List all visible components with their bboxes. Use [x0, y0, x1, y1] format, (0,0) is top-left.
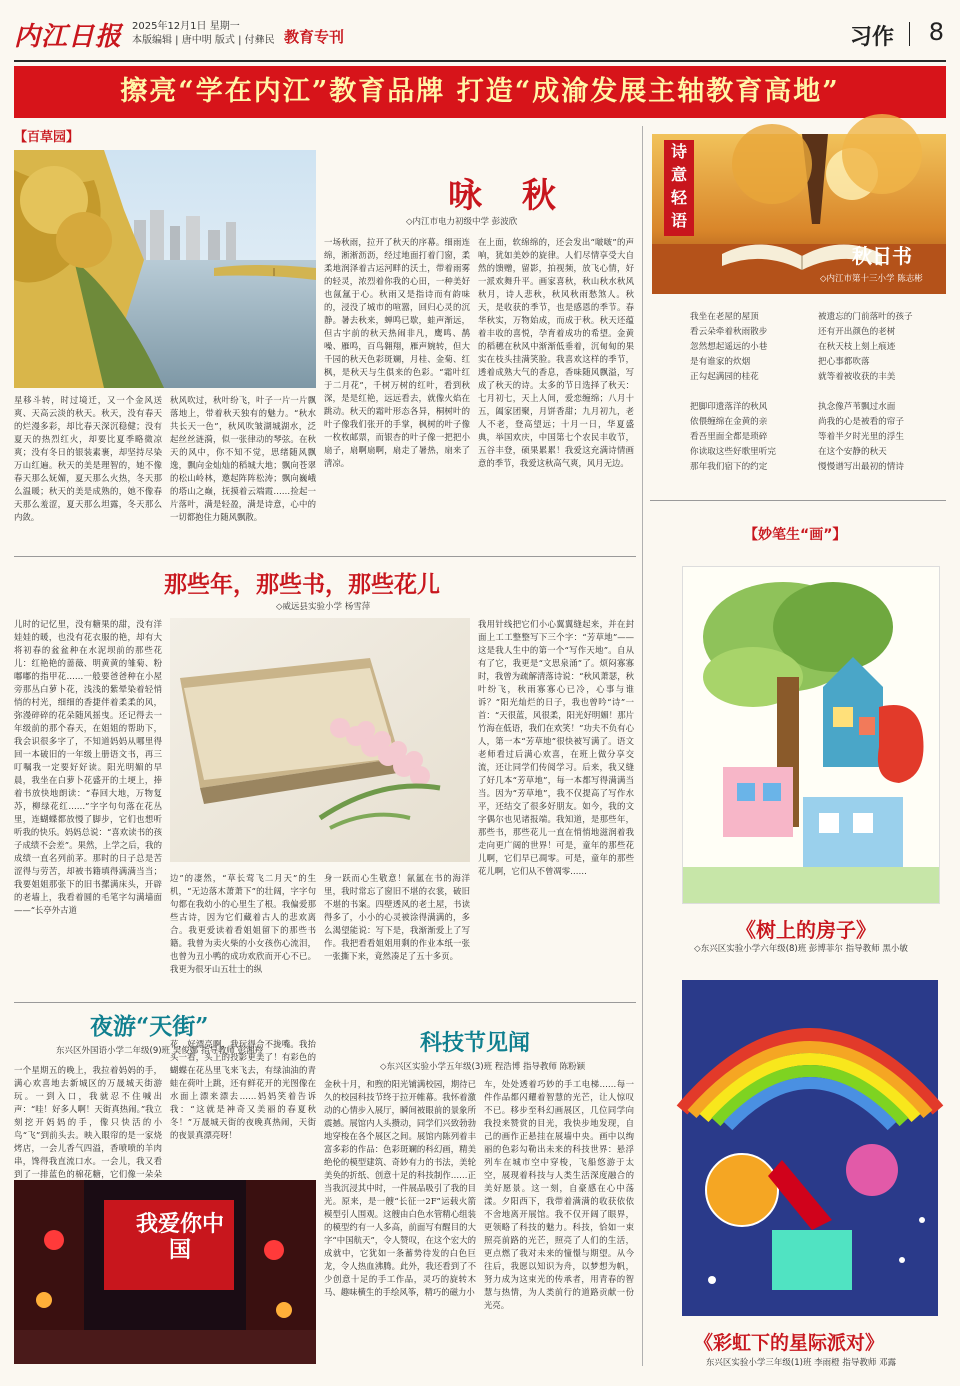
poem-tag-line: 轻 [670, 188, 687, 207]
poem-line: 正勾起满园的桂花 [690, 372, 759, 382]
article4-title: 科技节见闻 [420, 1030, 531, 1056]
poem-line: 等着半夕时光里的浮生 [818, 432, 904, 442]
article2-col3: 身一跃而心生敬意！氤氲在书的海洋里，我时常忘了窗旧不堪的衣裳，破旧不堪的书案。四壁透风的老土屋，书读得多了，小小的心灵被涂得满满的，多么渴望能说：写下是，我渐渐爱上了写作。我把看看姐姐用剩的作业本纸一张一张撕下来，竟然凑足了五十多页。 [324, 873, 470, 961]
poem-line: 把心事都吹落 [818, 357, 870, 367]
page-divider [909, 22, 910, 46]
poem-line: 在秋天枝上刻上痕迹 [818, 342, 896, 352]
article1-col3: 一场秋雨，拉开了秋天的序幕。细雨连绵，淅淅沥沥，经过地面打着门窗，柔柔地润泽着古运河畔的沃土，带着雨雾的轻灵，浓烈着你我的心田，一种美好也氤氲于心。秋雨又是指诗而有韵味的，浸没了城市的喧嚣，回归心灵的沉静。暑去秋来，蝉鸣已歇，蛙声渐远，但古宇前的秋天热闹非凡，鹰鸣、鹊噪、雁鸣，百鸟翱翔，雁声婉转，但大千园的秋天色彩斑斓，月桂、金菊、红枫，是秋天与生俱来的色彩。“霜叶红于二月花”，千树万树的红叶，看到秋深，是是红艳，远远看去，就像火焰在跳动。秋天的霜叶形态各异，桐树叶的叶子像我们张开的手掌，枫树的叶子像一枚枚邮票，而银杏的叶子像一把把小扇子，扇啊扇啊，扇走了暑热，扇来了清凉。 [324, 237, 470, 468]
article1-divider [14, 556, 636, 557]
page-number: 8 [928, 18, 944, 46]
column-tag: 【百草园】 [14, 130, 80, 145]
poem-tag-line: 诗 [670, 142, 687, 161]
autumn-book-photo [652, 134, 946, 294]
poem-line: 把脚印遗落洋的秋风 [690, 402, 768, 412]
poem-line: 我坐在老屋的屋顶 [690, 312, 759, 322]
poem-tag [664, 140, 694, 236]
headline-banner [14, 66, 946, 118]
article1-byline: ◇内江市电力初级中学 彭波欣 [406, 217, 518, 227]
article2-col4: 我用针线把它们小心翼翼缝起来，并在封面上工工整整写下三个字：“芳草地”——这是我人生中的第一个“写作天地”。自从有了它，我更是“文思泉涌”了。烦闷寡寡时，我曾为疏解清落诗说：“秋风萧瑟，秋叶纷飞，秋雨寡寡心已冷，心事与谁诉？”阳光灿烂的日子，我也曾吟“诗”一首：“天很蓝，风很柔，阳光好明媚！那片竹海在低语，我们在欢笑！”功夫不负有心人，第一本“芳草地”很快被写满了。语文老师看过后满心欢喜，在班上做分享交流，还让同学们传阅学习。后来，我又缝了好几本“芳草地”，每一本都写得满满当当。因为“芳草地”，我不仅提高了写作水平，还结交了很多好朋友。如今，我的文字偶尔也见诸报端。我知道，是那些年，那些书，那些花儿一直在悄悄地滋润着我走向更广阔的世界！可是，童年的那些花儿啊，它们早已凋零。可是，童年的那些花儿啊，它们从不曾凋零…… [478, 619, 634, 876]
right-column-divider [642, 126, 643, 1366]
masthead [14, 14, 946, 62]
poem-line: 就等着被收获的丰美 [818, 372, 896, 382]
article3-byline: 东兴区外国语小学二年级(9)班 吴俊娜 指导教师 彭湘羚 [56, 1046, 264, 1056]
poem-title: 秋日书 [852, 244, 912, 268]
poem-line: 被遗忘的门前落叶的孩子 [818, 312, 913, 322]
poem-line: 执念像芦苇飘过水面 [818, 402, 896, 412]
poem-byline: ◇内江市第十三小学 陈志彬 [820, 274, 923, 284]
article1-col4: 在上面，软绵绵的，还会发出“啵啵”的声响，犹如美妙的旋律。人们尽情享受大自然的馈赠，留影，拍视频，放飞心情，好一派欢舞升平。画家喜秋，秋山秋水秋风秋月，诗人悲秋，秋风秋雨愁煞人。秋天，是收获的季节，也是感恩的季节。春华秋实，万物始成，而成于秋。秋天还蕴着丰收的喜悦，孕育着成功的希望。金黄的稻穗在秋风中渐渐低垂着，沉甸甸的果实在枝头挂满笑脸。我喜欢这样的季节，透着成熟大气的香息，香味随风飘溢，写成了秋天的诗。太多的节日选择了秋天：七月初七，天上人间，爱恋缠绵；八月十五，阖家团聚，月饼香甜；九月初九，老人不老，登高望远；十月一日，华夏盛典，举国欢庆，中国第七个农民丰收节，五谷丰登，硕果累累！我爱这充满诗情画意的季节，我爱这秋高气爽，风月无边。 [478, 237, 634, 468]
issue-date: 2025年12月1日 星期一 [132, 21, 240, 32]
art2-title: 《彩虹下的星际派对》 [694, 1332, 885, 1354]
article2-col2: 边”的凄然，“草长莺飞二月天”的生机，“无边落木萧萧下”的壮阔，字字句句都在我幼小的心里生了根。我偏爱那些古诗，因为它们藏着古人的悲欢离合。我更爱读着看姐姐留下的那些书籍。我曾为卖火柴的小女孩伤心流泪，也曾为丑小鸭的成功欢欣而开心不已。我更为很牙山五壮士的纵 [170, 873, 316, 974]
issue-staff: 本版编辑 | 唐中明 版式 | 付彝民 [132, 35, 275, 46]
poem-line: 你读取这些好歌里听完 [690, 447, 776, 457]
art-section-tag: 【妙笔生“画”】 [744, 527, 847, 543]
poem-line: 慢慢谱写出最初的情诗 [818, 462, 904, 472]
newspaper-logo: 内江日报 [14, 22, 123, 52]
article2-byline: ◇威远县实验小学 杨雪萍 [276, 602, 371, 612]
poem-line: 看吾里面全都是琐碎 [690, 432, 768, 442]
poem-column-2 [818, 310, 946, 475]
poem-line: 是有谁家的炊烟 [690, 357, 751, 367]
art2-caption: 东兴区实验小学三年级(1)班 李雨橙 指导教师 邓露 [705, 1358, 897, 1368]
poem-line: 忽然想起遥远的小巷 [690, 342, 768, 352]
night-street-sign-text: 我爱你中国 [135, 1212, 224, 1263]
article4-col2: 车，处处透着巧妙的手工电梯……每一件作品都闪耀着智慧的光芒，让人惊叹不已。移步至科幻画展区，几位同学向我投来赞赏的目光，我快步地发现，自己的画作正悬挂在展墙中央。画中以绚丽的色彩勾勒出未来的科技世界：悬浮列车在城市空中穿梭，飞船悠游于太空，展现着科技与人类生活深度融合的美好愿景。这一刻，自豪感在心中荡漾。夕阳西下，我带着满满的收获依依不舍地离开展馆。我不仅开阔了眼界，更领略了科技的魅力。科技，恰如一束照亮前路的光芒，照亮了人们的生活，更点燃了我对未来的憧憬与期望。从今往后，我愿以知识为舟，以梦想为帆，努力成为这束光的传承者，用青春的智慧与热情，为人类前行的道路贡献一份光亮。 [484, 1079, 634, 1310]
article4-col1: 金秋十月，和煦的阳光铺满校园，期待已久的校园科技节终于拉开帷幕。我怀着激动的心情步入展厅，瞬间被眼前的景象所震撼。展馆内人头攒动，同学们兴致勃勃地穿梭在各个展区之间。展馆内陈列着丰富多彩的作品：色彩斑斓的科幻画，精美绝伦的模型建筑、奇妙有力的书法，美轮美奂的折纸、创意十足的科技制作……正当我沉浸其中时，一件展品吸引了我的目光。原来，是一艘“长征一2F”运载火箭模型引人围观。这艘由白色水管精心组装的模型约有一人多高，前面写有醒目的大字“中国航天”，令人赞叹，在这个宏大的成就中，它犹如一条蓄势待发的白色巨龙，令人热血沸腾。此外，我还看到了不少创意十足的手工作品，灵巧的旋转木马、趣味横生的手绘风筝，精巧的磁力小 [324, 1079, 476, 1297]
rainbow-party-drawing [682, 980, 938, 1316]
issue-meta [132, 20, 275, 48]
poem-line: 那年我们宿下的约定 [690, 462, 768, 472]
poem-tag-line: 意 [670, 165, 687, 184]
article2-divider [14, 1002, 636, 1003]
banner-headline: 擦亮“学在内江”教育品牌 打造“成渝发展主轴教育高地” [120, 76, 840, 107]
poem-gap [690, 385, 810, 400]
poem-line: 还有开出颜色的老树 [818, 327, 896, 337]
article2-title: 那些年，那些书，那些花儿 [164, 571, 440, 598]
page-name: 习作 [849, 25, 894, 50]
poem-column-1 [690, 310, 810, 475]
lake-photo [14, 150, 316, 388]
article1-col2: 秋风吹过，秋叶纷飞，叶子一片一片飘落地上，带着秋天独有的魅力。“秋水共长天一色”，秋风吹皱湖城湖水，泛起丝丝涟漪，似一张律动的琴弦。在秋天的风中，你不知不觉，思绪随风飘逸，飘向金灿灿的稻城大地；飘向苍翠的松山岭林，邀起阵阵松涛；飘向巍峨的塔山之巅，抚摸着云端霞……捡起一片落叶，满是轻盈，满是诗意，心中的一切都抱住力随风飘散。 [170, 395, 316, 522]
poem-gap [818, 385, 946, 400]
art1-title: 《树上的房子》 [736, 918, 876, 942]
poem-line: 在这个安静的秋天 [818, 447, 887, 457]
poem-divider [650, 500, 946, 501]
poem-line: 看云朵牵着秋雨散步 [690, 327, 768, 337]
poem-tag-line: 语 [670, 211, 687, 230]
article3-col2: 花，好漂亮啊，我玩得合不拢嘴。我抬头一看，头上的投影更美了！有彩色的蝴蝶在花丛里飞来飞去，有绿油油的青蛙在荷叶上跳，还有鲜花开的光图像在水面上漂来漂去……妈妈笑着告诉我：“这就是神奇又美丽的春夏秋冬！”万晟城天街的夜晚真热闹，天街的夜景真漂亮呀！ [170, 1039, 316, 1140]
article1-col1: 星移斗转，时过境迁，又一个金风送爽、天高云淡的秋天。秋天，没有春天的烂漫多彩，却比春天深沉稳健；没有夏天的热烈红火，却要比夏季略微凉爽；没有冬日的银装素裹，却坚持尽染万山红遍。秋天的美是理智的，她不像春天那么妩媚，夏天那么火热，冬天那么温暖；秋天的美是成熟的，她不像春天那么羞涩，夏天那么坦露，冬天那么内敛。 [14, 395, 162, 522]
article2-col1: 儿时的记忆里，没有糖果的甜，没有洋娃娃的暖，也没有花衣服的艳，却有大将初春的盆盆种在水泥坝前的那些花儿：红艳艳的蔷薇、明黄黄的雏菊、粉嘟嘟的指甲花……一般要爸爸种在小屋旁那丛白萝卜花，浅浅的紫晕染着轻悄悄的村光，细细的香捷伴着柔柔的风，弥漫碎碎的花朵随风摇曳。还记得去一年级前的那个春天，在姐姐的帮助下，我会识很多字了，不知道妈妈从哪里得回一本破旧的一年级上册语文书，再三叮嘱我一定要好好读。阳光明媚的早晨，我坐在白萝卜花盛开的土埂上，捧着书放快地朗读：“春回大地，万物复苏，柳绿花红……”字字句句落在花丛里，连蝴蝶都放慢了脚步，它们也想听听我的快乐。妈妈总说：“喜欢读书的孩子成绩不会差”。果然，上学之后，我的成绩一直名列前茅。那时的日子总是苦涩得与劳苦，却被书籍填得满满当当；我要姐姐那张下的旧书摞满床头，开辟的老墙上，我看着圆的毛笔字勾满墙面——“长亭外古道 [14, 619, 162, 915]
poem-line: 尚我的心是被看的帘子 [818, 417, 904, 427]
tree-house-drawing [682, 566, 940, 904]
art1-caption: ◇东兴区实验小学六年级(8)班 彭博菲尔 指导教师 黑小敏 [694, 944, 908, 954]
article3-title: 夜游“天街” [90, 1013, 209, 1040]
section-name: 教育专刊 [284, 28, 345, 46]
poem-line: 依偎缠绵在金黄的亲 [690, 417, 768, 427]
night-street-photo [14, 1180, 316, 1364]
article1-title: 咏 秋 [448, 176, 570, 216]
book-and-flowers-photo [170, 618, 470, 862]
article3-col1: 一个星期五的晚上，我拉着妈妈的手，满心欢喜地去新城区的万晟城天街游玩。一到入口，我就忍不住喊出声：“哇！好多人啊！天街真热闹。”我立刻挖开妈妈的手，像只快活的小鸟“飞”到前头去。映入眼帘的是一家烧烤店，一会儿香气四溢，香喷喷的羊肉串，馋得我直流口水。一会儿，我又看到了一排蓝色的棉花糖，它们像一朵朵 [14, 1065, 162, 1179]
article4-byline: ◇东兴区实验小学五年级(3)班 程浩博 指导教师 陈粉颖 [380, 1062, 586, 1072]
